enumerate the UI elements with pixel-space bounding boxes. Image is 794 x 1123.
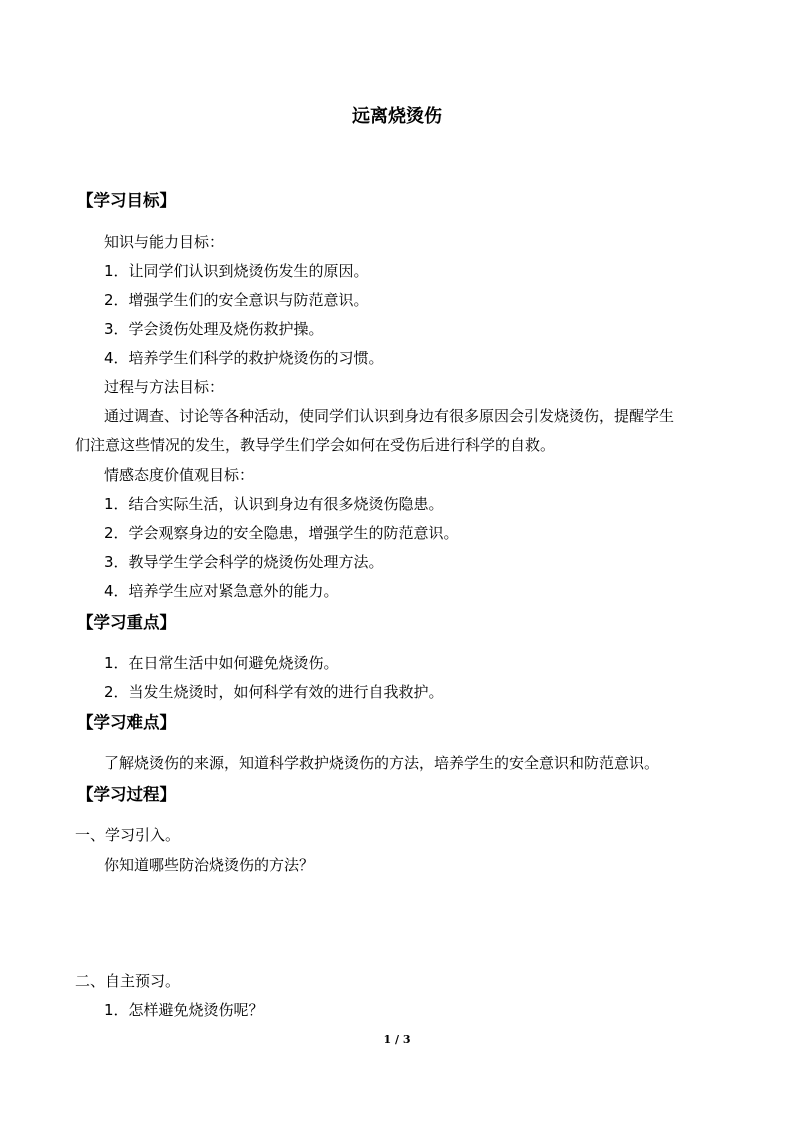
emotion-label: 情感态度价值观目标： [104, 466, 255, 484]
knowledge-item: 1．让同学们认识到烧烫伤发生的原因。 [104, 262, 369, 280]
section-item: 1．怎样避免烧烫伤呢？ [104, 1001, 264, 1019]
process-heading: 【学习过程】 [77, 785, 176, 804]
page-number: 1 / 3 [383, 1033, 411, 1046]
knowledge-item: 4．培养学生们科学的救护烧烫伤的习惯。 [104, 349, 384, 367]
knowledge-item: 2．增强学生们的安全意识与防范意识。 [104, 291, 369, 309]
process-label: 过程与方法目标： [104, 378, 225, 396]
emotion-item: 4．培养学生应对紧急意外的能力。 [104, 582, 339, 600]
knowledge-item: 3．学会烫伤处理及烧伤救护操。 [104, 320, 324, 338]
objectives-heading: 【学习目标】 [77, 191, 176, 210]
page-title: 远离烧烫伤 [352, 106, 442, 127]
process-text: 通过调查、讨论等各种活动，使同学们认识到身边有很多原因会引发烧烫伤，提醒学生 [104, 407, 675, 425]
process-text: 们注意这些情况的发生，教导学生们学会如何在受伤后进行科学的自救。 [75, 436, 556, 454]
key-points-heading: 【学习重点】 [77, 613, 176, 632]
emotion-item: 3．教导学生学会科学的烧烫伤处理方法。 [104, 553, 384, 571]
knowledge-label: 知识与能力目标： [104, 233, 225, 251]
key-point-item: 1．在日常生活中如何避免烧烫伤。 [104, 654, 339, 672]
section-question: 你知道哪些防治烧烫伤的方法？ [104, 856, 315, 874]
section-title: 二、自主预习。 [75, 972, 181, 990]
key-point-item: 2．当发生烧烫时，如何科学有效的进行自我救护。 [104, 683, 444, 701]
difficulties-text: 了解烧烫伤的来源，知道科学救护烧烫伤的方法，培养学生的安全意识和防范意识。 [104, 754, 660, 772]
section-title: 一、学习引入。 [75, 826, 181, 844]
emotion-item: 2．学会观察身边的安全隐患，增强学生的防范意识。 [104, 524, 459, 542]
emotion-item: 1．结合实际生活，认识到身边有很多烧烫伤隐患。 [104, 495, 444, 513]
difficulties-heading: 【学习难点】 [77, 713, 176, 732]
